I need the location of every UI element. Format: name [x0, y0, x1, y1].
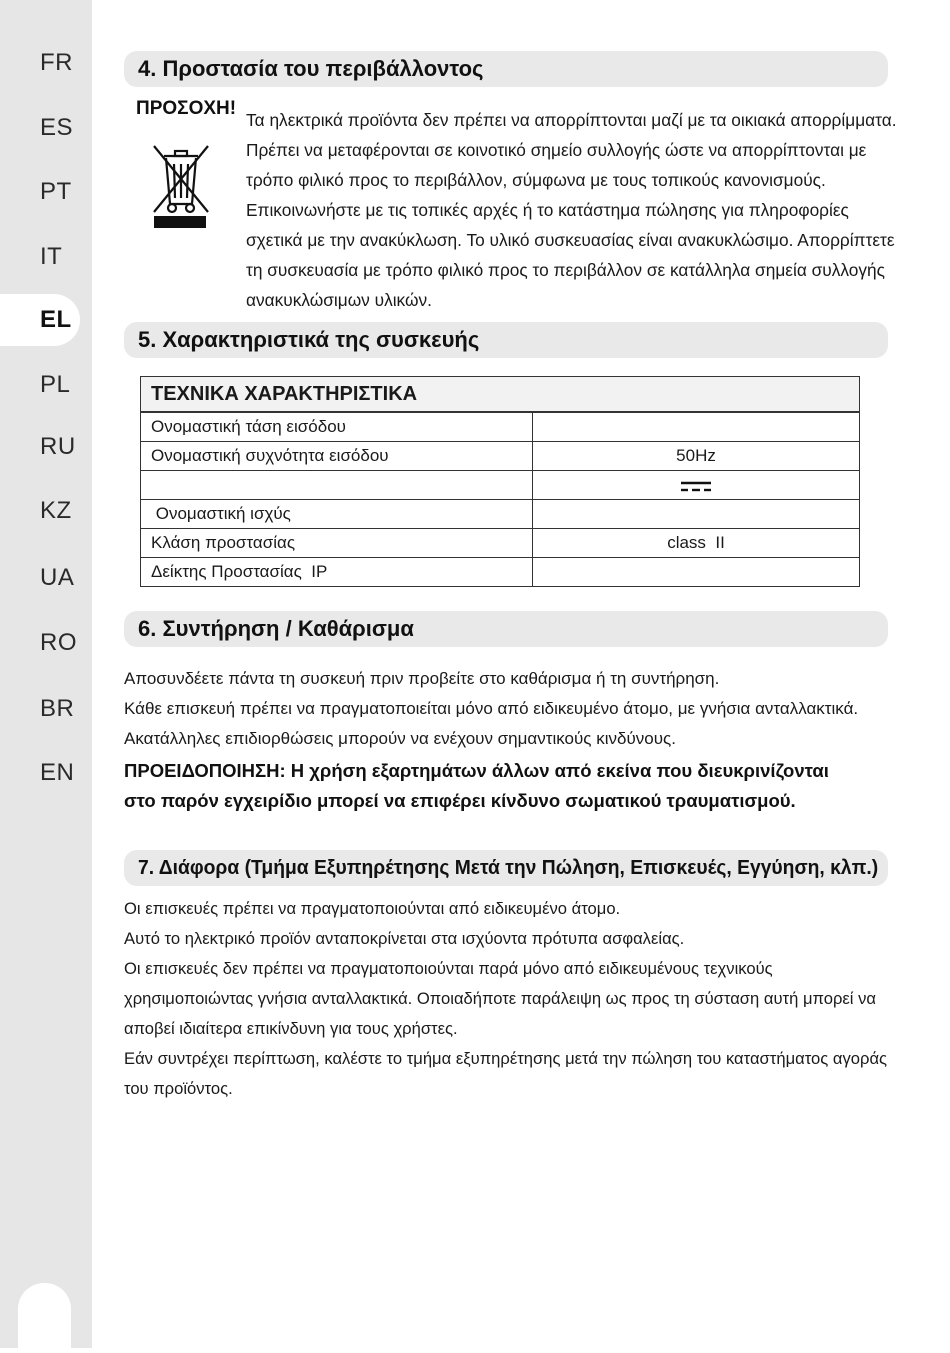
language-tab-en[interactable]: EN	[40, 759, 75, 786]
spec-value	[533, 471, 860, 500]
section-4-text	[246, 105, 897, 315]
direct-current-icon	[681, 480, 711, 492]
text-line: αποβεί ιδιαίτερα επικίνδυνη για τους χρήστες.	[124, 1019, 458, 1038]
table-row	[141, 529, 860, 558]
language-tab-el[interactable]: EL	[0, 294, 80, 346]
spec-label: Κλάση προστασίας	[141, 529, 533, 558]
language-tab-it[interactable]: IT	[40, 243, 63, 270]
warning-line: ΠΡΟΕΙΔΟΠΟΙΗΣΗ: Η χρήση εξαρτημάτων άλλων από εκείνα που διευκρινίζονται	[124, 760, 829, 781]
language-tab-fr[interactable]: FR	[40, 49, 73, 76]
text-line: τρόπο φιλικό προς το περιβάλλον, σύμφωνα με τους τοπικούς κανονισμούς.	[246, 170, 826, 190]
section-5-title: 5. Χαρακτηριστικά της συσκευής	[124, 322, 888, 358]
section-6-title: 6. Συντήρηση / Καθάρισμα	[124, 611, 888, 647]
text-line: Ακατάλληλες επιδιορθώσεις μπορούν να ενέχουν σημαντικούς κινδύνους.	[124, 729, 676, 748]
text-line: Επικοινωνήστε με τις τοπικές αρχές ή το κατάστημα πώλησης για πληροφορίες	[246, 200, 849, 220]
language-tab-pt[interactable]: PT	[40, 178, 72, 205]
language-tab-es[interactable]: ES	[40, 114, 74, 141]
spec-value	[533, 558, 860, 587]
text-line: σχετικά με την ανακύκλωση. Το υλικό συσκευασίας είναι ανακυκλώσιμο. Απορρίπτετε	[246, 230, 895, 250]
caution-label: ΠΡΟΣΟΧΗ!	[136, 98, 237, 119]
text-line: του προϊόντος.	[124, 1079, 233, 1098]
section-6-text	[124, 664, 858, 754]
text-line: χρησιμοποιώντας γνήσια ανταλλακτικά. Οποιαδήποτε παράλειψη ως προς τη σύσταση αυτή μπορεί να	[124, 989, 876, 1008]
spec-value: 50Hz	[533, 442, 860, 471]
table-header: ΤΕΧΝΙΚΑ ΧΑΡΑΚΤΗΡΙΣΤΙΚΑ	[141, 377, 860, 413]
text-line: Οι επισκευές πρέπει να πραγματοποιούνται από ειδικευμένο άτομο.	[124, 899, 621, 918]
table-row	[141, 558, 860, 587]
spec-label: Δείκτης Προστασίας IP	[141, 558, 533, 587]
language-tab-ru[interactable]: RU	[40, 433, 76, 460]
text-line: Πρέπει να μεταφέρονται σε κοινοτικό σημείο συλλογής ώστε να απορρίπτονται με	[246, 140, 867, 160]
language-sidebar	[0, 0, 92, 1348]
table-row	[141, 500, 860, 529]
language-tab-pl[interactable]: PL	[40, 371, 71, 398]
language-tab-br[interactable]: BR	[40, 695, 75, 722]
spec-label: Ονομαστική συχνότητα εισόδου	[141, 442, 533, 471]
warning-line: στο παρόν εγχειρίδιο μπορεί να επιφέρει κίνδυνο σωματικού τραυματισμού.	[124, 790, 796, 811]
text-line: Αποσυνδέετε πάντα τη συσκευή πριν προβείτε στο καθάρισμα ή τη συντήρηση.	[124, 669, 720, 688]
language-tab-ua[interactable]: UA	[40, 564, 75, 591]
table-row	[141, 412, 860, 442]
spec-value: class II	[533, 529, 860, 558]
bin-underline-bar	[154, 216, 206, 228]
table-row	[141, 442, 860, 471]
language-tab-kz[interactable]: KZ	[40, 497, 72, 524]
text-line: Οι επισκευές δεν πρέπει να πραγματοποιούνται παρά μόνο από ειδικευμένους τεχνικούς	[124, 959, 773, 978]
text-line: Κάθε επισκευή πρέπει να πραγματοποιείται μόνο από ειδικευμένο άτομο, με γνήσια ανταλλακτικά.	[124, 699, 859, 718]
spec-value	[533, 500, 860, 529]
technical-specs-table	[140, 376, 860, 587]
text-line: τη συσκευασία με τρόπο φιλικό προς το περιβάλλον σε κατάλληλα σημεία συλλογής	[246, 260, 885, 280]
text-line: ανακυκλώσιμων υλικών.	[246, 290, 432, 310]
spec-value	[533, 412, 860, 442]
text-line: Τα ηλεκτρικά προϊόντα δεν πρέπει να απορρίπτονται μαζί με τα οικιακά απορρίμματα.	[246, 110, 897, 130]
text-line: Αυτό το ηλεκτρικό προϊόν ανταποκρίνεται στα ισχύοντα πρότυπα ασφαλείας.	[124, 929, 685, 948]
warning-text	[124, 756, 829, 816]
language-tab-ro[interactable]: RO	[40, 629, 77, 656]
spec-label: Ονομαστική τάση εισόδου	[141, 412, 533, 442]
table-row	[141, 471, 860, 500]
section-7-text	[124, 894, 887, 1104]
spec-label	[141, 471, 533, 500]
text-line: Εάν συντρέχει περίπτωση, καλέστε το τμήμα εξυπηρέτησης μετά την πώληση του καταστήματος αγοράς	[124, 1049, 888, 1068]
section-7-title: 7. Διάφορα (Τμήμα Εξυπηρέτησης Μετά την Πώληση, Επισκευές, Εγγύηση, κλπ.)	[124, 850, 888, 886]
section-4-title: 4. Προστασία του περιβάλλοντος	[124, 51, 888, 87]
spec-label: Ονομαστική ισχύς	[141, 500, 533, 529]
page-tab	[18, 1283, 71, 1353]
